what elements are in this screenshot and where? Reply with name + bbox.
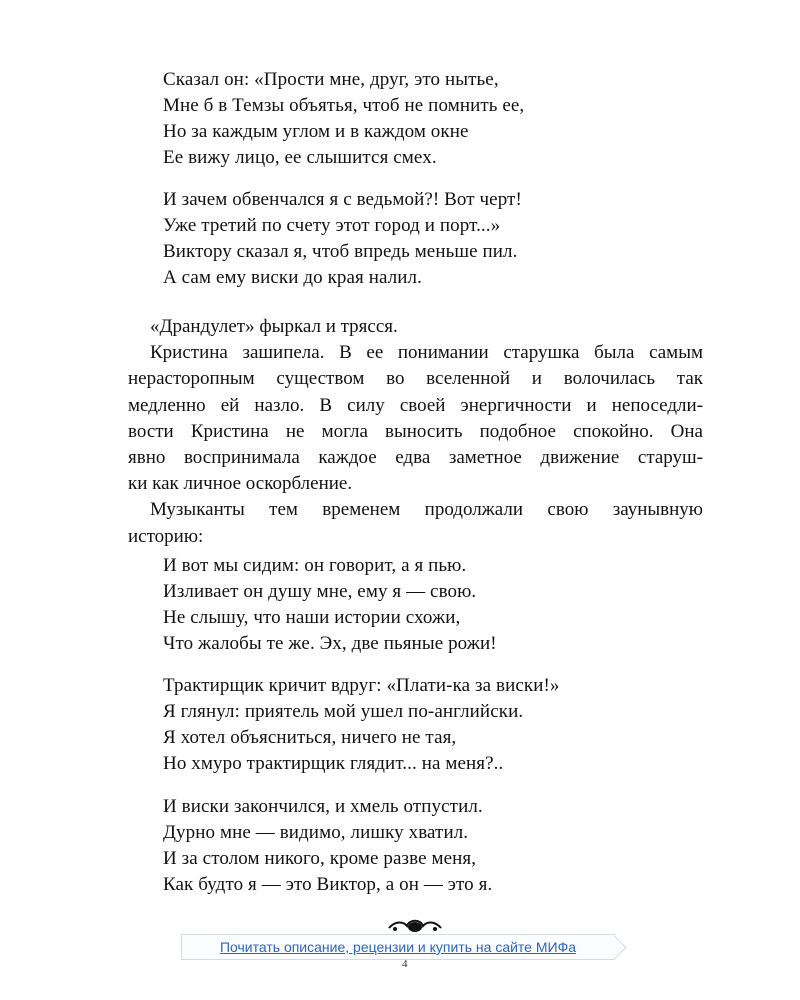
poem-stanza bbox=[163, 673, 560, 777]
poem-stanza bbox=[163, 553, 497, 657]
prose-line: нерасторопным существом во вселенной и волочилась так bbox=[128, 368, 703, 390]
poem-line: Ее вижу лицо, ее слышится смех. bbox=[163, 147, 437, 168]
prose-line: вости Кристина не могла выносить подобное спокойно. Она bbox=[128, 420, 703, 442]
poem-line: И за столом никого, кроме разве меня, bbox=[163, 848, 477, 869]
prose-line: Музыканты тем временем продолжали свою заунывную bbox=[150, 499, 703, 521]
poem-line: Дурно мне — видимо, лишку хватил. bbox=[163, 822, 469, 843]
poem-line: Мне б в Темзы объятья, чтоб не помнить ее, bbox=[163, 95, 525, 116]
prose-line: явно воспринимала каждое едва заметное движение старуш- bbox=[128, 446, 703, 468]
poem-line: А сам ему виски до края налил. bbox=[163, 267, 422, 288]
prose-line: историю: bbox=[128, 525, 204, 547]
shop-link[interactable]: Почитать описание, рецензии и купить на сайте МИФа bbox=[181, 934, 615, 960]
poem-line: Трактирщик кричит вдруг: «Плати-ка за виски!» bbox=[163, 675, 560, 696]
poem-line: Но хмуро трактирщик глядит... на меня?.. bbox=[163, 753, 504, 774]
poem-line: Как будто я — это Виктор, а он — это я. bbox=[163, 874, 493, 895]
ornament-icon bbox=[385, 915, 445, 935]
poem-line: Не слышу, что наши истории схожи, bbox=[163, 607, 461, 628]
poem-stanza bbox=[163, 187, 522, 291]
prose-block bbox=[128, 314, 703, 550]
poem-line: Я глянул: приятель мой ушел по-английски. bbox=[163, 701, 524, 722]
poem-line: И вот мы сидим: он говорит, а я пью. bbox=[163, 555, 467, 576]
poem-stanza bbox=[163, 67, 524, 171]
poem-stanza bbox=[163, 794, 492, 898]
prose-line: медленно ей назло. В силу своей энергичности и непоседли- bbox=[128, 394, 703, 416]
poem-line: Виктору сказал я, чтоб впредь меньше пил. bbox=[163, 241, 518, 262]
page-number: 4 bbox=[402, 958, 408, 970]
prose-line: Кристина зашипела. В ее понимании старушка была самым bbox=[150, 342, 703, 364]
poem-line: Изливает он душу мне, ему я — свою. bbox=[163, 581, 477, 602]
prose-paragraph: «Драндулет» фыркал и трясся. bbox=[150, 316, 398, 337]
poem-line: И зачем обвенчался я с ведьмой?! Вот черт! bbox=[163, 189, 522, 210]
poem-line: Я хотел объясниться, ничего не тая, bbox=[163, 727, 457, 748]
poem-line: Но за каждым углом и в каждом окне bbox=[163, 121, 469, 142]
prose-line: ки как личное оскорбление. bbox=[128, 473, 353, 495]
poem-line: И виски закончился, и хмель отпустил. bbox=[163, 796, 483, 817]
poem-line: Уже третий по счету этот город и порт...» bbox=[163, 215, 501, 236]
poem-line: Что жалобы те же. Эх, две пьяные рожи! bbox=[163, 633, 497, 654]
poem-line: Сказал он: «Прости мне, друг, это нытье, bbox=[163, 69, 499, 90]
